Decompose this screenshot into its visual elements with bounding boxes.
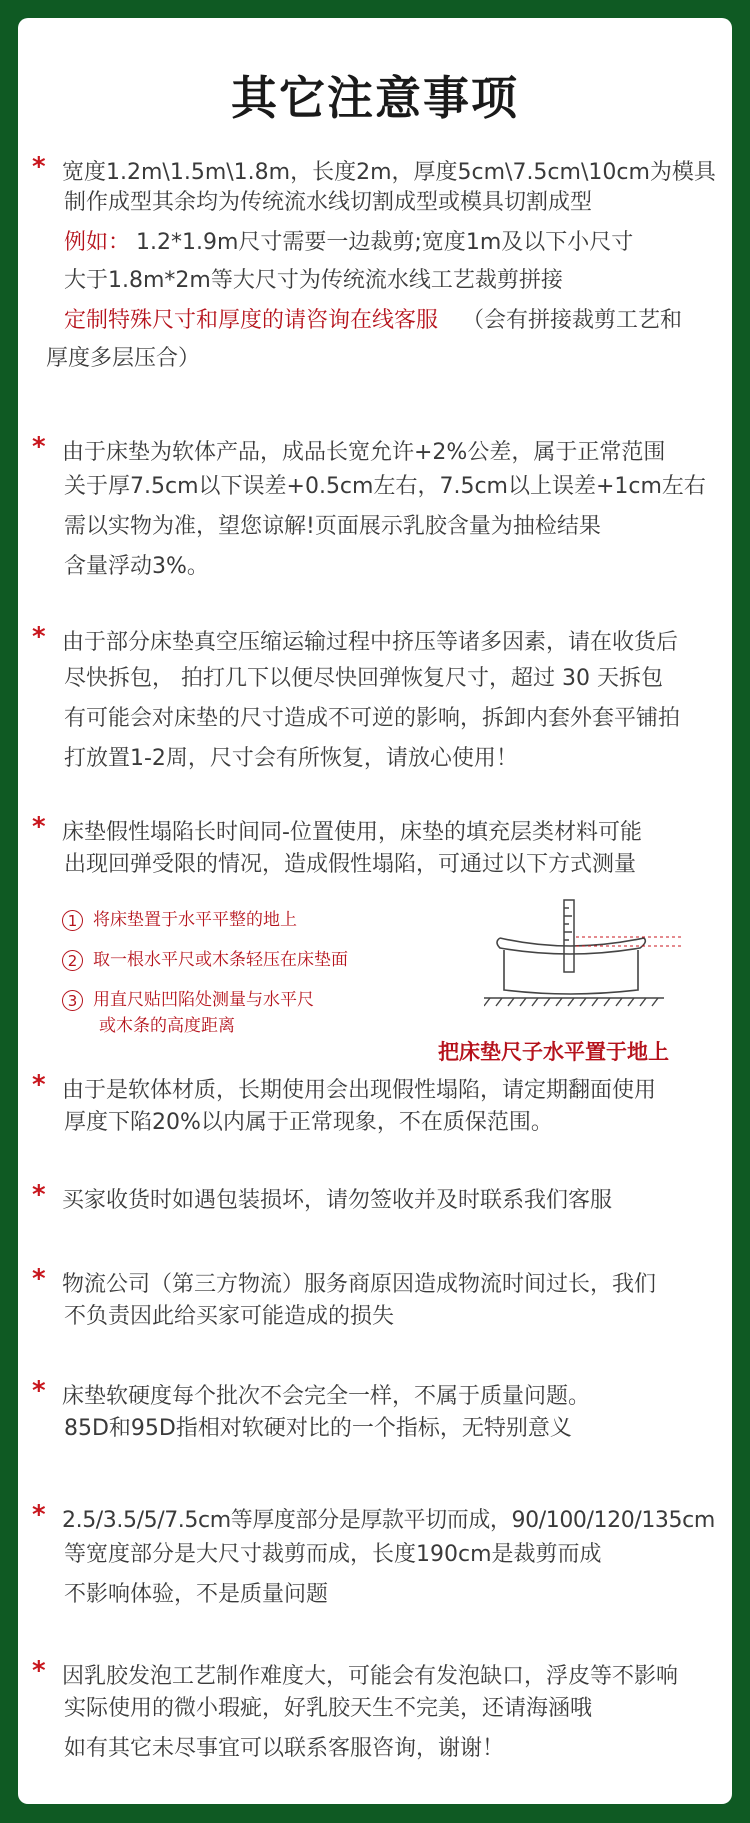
notice-line: 买家收货时如遇包装损坏，请勿签收并及时联系我们客服 — [62, 1188, 613, 1213]
notice-line: 大于1.8m*2m等大尺寸为传统流水线工艺裁剪拼接 — [64, 268, 563, 293]
notice-line: 出现回弹受限的情况，造成假性塌陷，可通过以下方式测量 — [64, 852, 637, 877]
notice-line: 有可能会对床垫的尺寸造成不可逆的影响，拆卸内套外套平铺拍 — [64, 706, 681, 731]
asterisk-icon: * — [32, 1264, 46, 1294]
notice-line: 含量浮动3%。 — [64, 554, 209, 579]
notice-line: 因乳胶发泡工艺制作难度大，可能会有发泡缺口，浮皮等不影响 — [62, 1664, 679, 1689]
notice-line: 床垫假性塌陷长时间同-位置使用，床垫的填充层类材料可能 — [62, 820, 642, 845]
diagram-caption: 把床垫尺子水平置于地上 — [438, 1040, 669, 1064]
ground-icon — [484, 998, 664, 1006]
measure-step-2 — [62, 948, 348, 972]
notice-line: 由于床垫为软体产品，成品长宽允许+2%公差，属于正常范围 — [62, 440, 666, 465]
notice-line: 等宽度部分是大尺寸裁剪而成，长度190cm是裁剪而成 — [64, 1542, 602, 1567]
notice-line: 85D和95D指相对软硬对比的一个指标，无特别意义 — [64, 1416, 572, 1441]
notice-line: 由于部分床垫真空压缩运输过程中挤压等诸多因素，请在收货后 — [62, 630, 679, 655]
notice-card — [18, 18, 732, 1804]
asterisk-icon: * — [32, 1180, 46, 1210]
notice-line: 不负责因此给买家可能造成的损失 — [64, 1304, 395, 1329]
notice-line: 由于是软体材质，长期使用会出现假性塌陷，请定期翻面使用 — [62, 1078, 657, 1103]
ruler-icon — [564, 900, 574, 972]
notice-line: 宽度1.2m\1.5m\1.8m，长度2m，厚度5cm\7.5cm\10cm为模具 — [62, 160, 716, 185]
asterisk-icon: * — [32, 1500, 46, 1530]
measure-step-1 — [62, 908, 297, 932]
asterisk-icon: * — [32, 1656, 46, 1686]
asterisk-icon: * — [32, 1070, 46, 1100]
notice-line: 打放置1-2周，尺寸会有所恢复，请放心使用！ — [64, 746, 518, 771]
notice-line: 不影响体验，不是质量问题 — [64, 1582, 329, 1607]
notice-line: （会有拼接裁剪工艺和 — [462, 308, 683, 333]
step-number: 2 — [62, 950, 83, 971]
step-text: 用直尺贴凹陷处测量与水平尺 — [93, 990, 314, 1010]
asterisk-icon: * — [32, 432, 46, 462]
notice-line: 床垫软硬度每个批次不会完全一样，不属于质量问题。 — [62, 1384, 591, 1409]
asterisk-icon: * — [32, 152, 46, 182]
notice-line: 制作成型其余均为传统流水线切割成型或模具切割成型 — [64, 190, 593, 215]
notice-line: 关于厚7.5cm以下误差+0.5cm左右，7.5cm以上误差+1cm左右 — [64, 474, 706, 499]
mattress-measure-diagram — [484, 898, 684, 1028]
step-number: 3 — [62, 990, 83, 1011]
measure-step-3 — [62, 988, 314, 1012]
notice-line: 2.5/3.5/5/7.5cm等厚度部分是厚款平切而成，90/100/120/135cm — [62, 1508, 715, 1533]
asterisk-icon: * — [32, 1376, 46, 1406]
notice-line: 尽快拆包， 拍打几下以便尽快回弹恢复尺寸，超过 30 天拆包 — [64, 666, 663, 691]
page-title: 其它注意事项 — [231, 71, 519, 125]
notice-line: 实际使用的微小瑕疵，好乳胶天生不完美，还请海涵哦 — [64, 1696, 593, 1721]
notice-line: 物流公司（第三方物流）服务商原因造成物流时间过长，我们 — [62, 1272, 657, 1297]
notice-line: 厚度多层压合） — [46, 346, 201, 371]
measure-step-3-cont: 或木条的高度距离 — [99, 1016, 235, 1036]
notice-line: 厚度下陷20%以内属于正常现象，不在质保范围。 — [64, 1110, 553, 1135]
notice-line: 需以实物为准，望您谅解!页面展示乳胶含量为抽检结果 — [64, 514, 601, 539]
step-number: 1 — [62, 910, 83, 931]
notice-line: 1.2*1.9m尺寸需要一边裁剪;宽度1m及以下小尺寸 — [136, 230, 634, 255]
step-text: 取一根水平尺或木条轻压在床垫面 — [93, 950, 348, 970]
asterisk-icon: * — [32, 622, 46, 652]
asterisk-icon: * — [32, 812, 46, 842]
custom-size-highlight: 定制特殊尺寸和厚度的请咨询在线客服 — [64, 308, 439, 333]
notice-line: 如有其它未尽事宜可以联系客服咨询，谢谢！ — [64, 1736, 505, 1761]
example-label: 例如： — [64, 230, 131, 255]
step-text: 将床垫置于水平平整的地上 — [93, 910, 297, 930]
